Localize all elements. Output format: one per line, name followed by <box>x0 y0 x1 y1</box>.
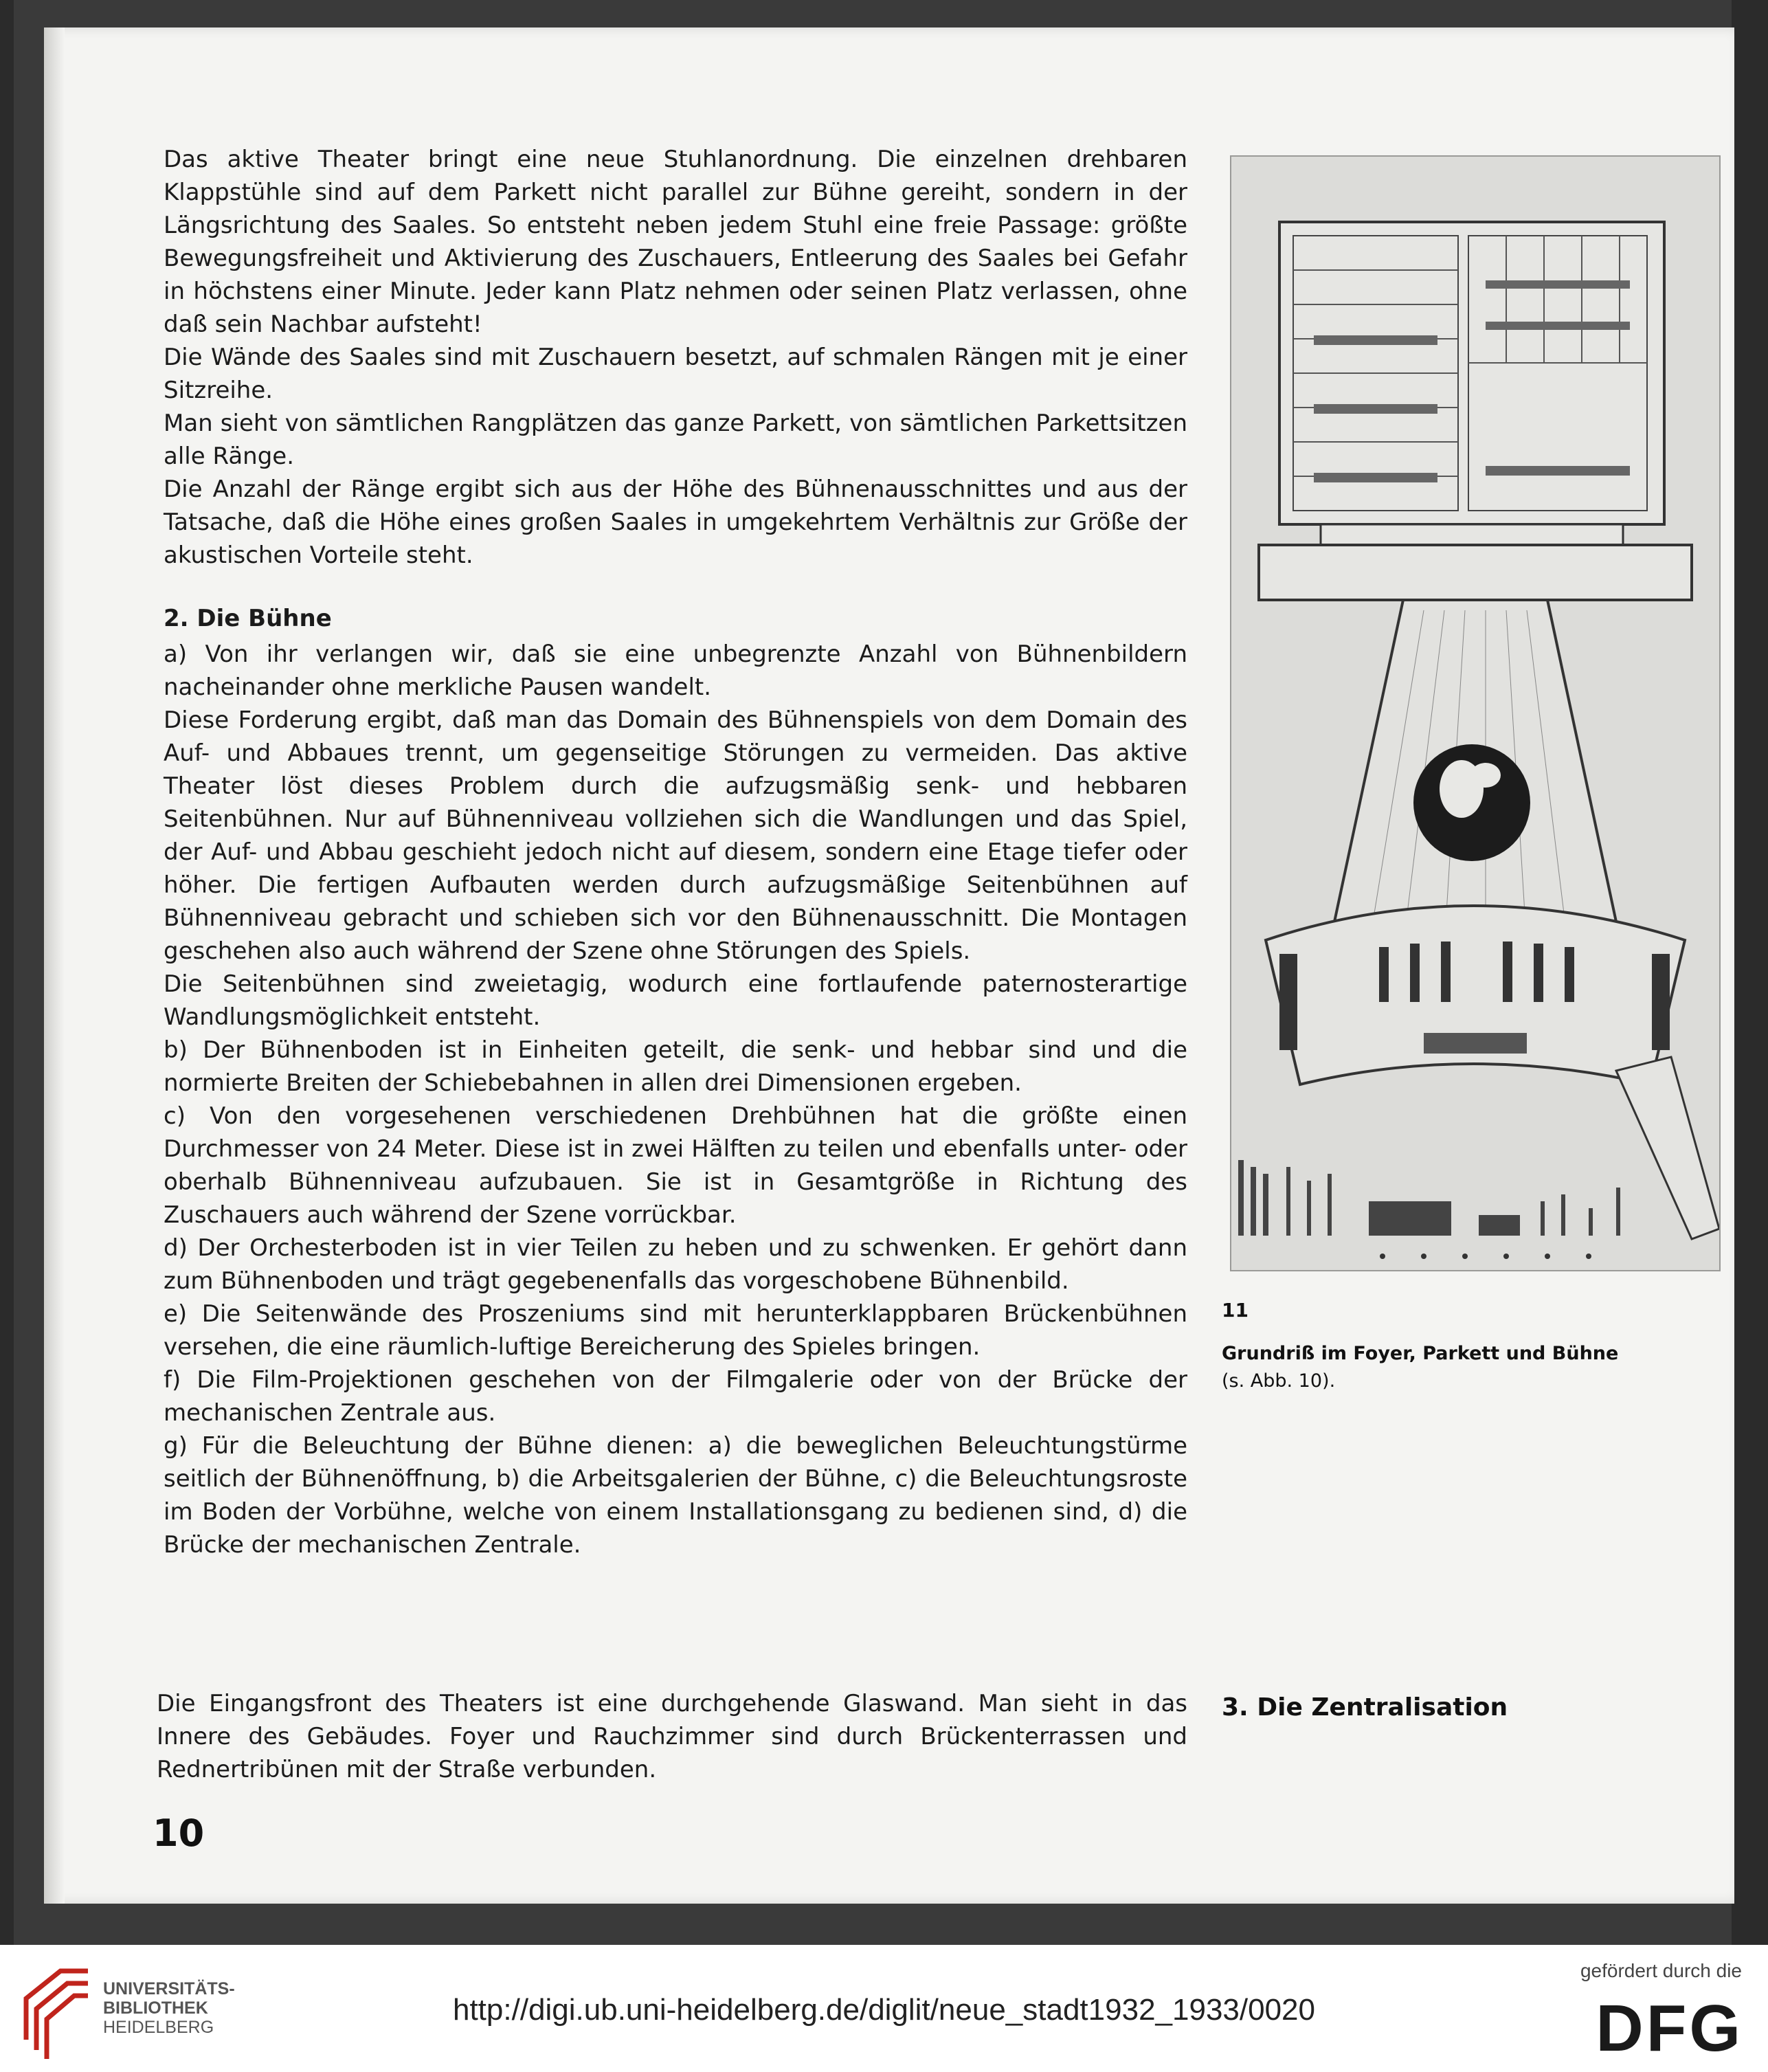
intro-text <box>164 143 1187 572</box>
funded-by-label: gefördert durch die <box>1580 1960 1742 1981</box>
intro-paragraph-3: Man sieht von sämtlichen Rangplätzen das ganze Parkett, von sämtlichen Parkettsitzen alle Ränge. <box>164 410 1187 470</box>
figure-caption <box>1222 1340 1703 1395</box>
figure-caption-title: Grundriß im Foyer, Parkett und Bühne <box>1222 1343 1619 1364</box>
stage-paragraph-e: e) Die Seitenwände des Proszeniums sind mit herunterklappbaren Brückenbühnen versehen, die eine räumlich-luftige Bereicherung des Spieles bringen. <box>164 1300 1187 1361</box>
figure-caption-reference: (s. Abb. 10). <box>1222 1370 1336 1392</box>
entrance-paragraph: Die Eingangsfront des Theaters ist eine durchgehende Glaswand. Man sieht in das Innere des Gebäudes. Foyer und Rauchzimmer sind durch Brückenterrassen und Rednertribünen mit der Straße verbunden. <box>157 1690 1187 1783</box>
floor-plan-figure <box>1230 155 1721 1271</box>
figure-number: 11 <box>1222 1299 1249 1322</box>
page-gutter-shadow <box>44 27 65 1904</box>
floor-plan-drawing <box>1231 157 1719 1270</box>
dfg-logo: DFG <box>1596 1992 1743 2065</box>
side-heading-centralisation: 3. Die Zentralisation <box>1222 1693 1508 1722</box>
page-number: 10 <box>153 1812 205 1855</box>
entrance-text <box>157 1687 1187 1786</box>
section-heading-stage: 2. Die Bühne <box>164 605 332 632</box>
library-name-line1: UNIVERSITÄTS- <box>103 1979 235 1998</box>
intro-paragraph-4: Die Anzahl der Ränge ergibt sich aus der Höhe des Bühnenausschnittes und aus der Tatsache, daß die Höhe eines großen Saales in umgekehrtem Verhältnis zur Größe der akustischen Vorteile steht. <box>164 476 1187 569</box>
stage-paragraph-b: b) Der Bühnenboden ist in Einheiten geteilt, die senk- und hebbar sind und die normierte Breiten der Schiebebahnen in allen drei Dimensionen ergeben. <box>164 1036 1187 1097</box>
library-name-line2: BIBLIOTHEK <box>103 1998 208 2018</box>
library-name-line3: HEIDELBERG <box>103 2018 214 2037</box>
stage-paragraph-demand: Diese Forderung ergibt, daß man das Domain des Bühnenspiels von dem Domain des Auf- und Abbaues trennt, um gegenseitige Störungen zu vermeiden. Das aktive Theater löst dieses Problem durch die aufzugsmäßig senk- und hebbaren Seitenbühnen. Nur auf Bühnenniveau vollziehen sich die Wandlungen und das Spiel, der Auf- und Abbau geschieht jedoch nicht auf diesem, sondern eine Etage tiefer oder höher. Die fertigen Aufbauten werden durch aufzugsmäßige Seitenbühnen auf Bühnenniveau gebracht und schieben sich vor den Bühnenausschnitt. Die Montagen geschehen also auch während der Szene ohne Störungen des Spiels. <box>164 706 1187 965</box>
stage-paragraph-d: d) Der Orchesterboden ist in vier Teilen zu heben und zu schwenken. Er gehört dann zum Bühnenboden und trägt gegebenenfalls das vorgeschobene Bühnenbild. <box>164 1234 1187 1295</box>
stage-paragraph-side-stages: Die Seitenbühnen sind zweietagig, wodurch eine fortlaufende paternosterartige Wandlungsmöglichkeit entsteht. <box>164 970 1187 1031</box>
stage-paragraph-a: a) Von ihr verlangen wir, daß sie eine unbegrenzte Anzahl von Bühnenbildern nacheinander ohne merkliche Pausen wandelt. <box>164 640 1187 701</box>
source-url-link[interactable]: http://digi.ub.uni-heidelberg.de/diglit/neue_stadt1932_1933/0020 <box>452 1993 1315 2027</box>
stage-paragraph-c: c) Von den vorgesehenen verschiedenen Drehbühnen hat die größte einen Durchmesser von 24 Meter. Diese ist in zwei Hälften zu teilen und ebenfalls unter- oder oberhalb Bühnenniveau aufzubauen. Sie ist in Gesamtgröße in Richtung des Zuschauers auch während der Szene vorrückbar. <box>164 1102 1187 1229</box>
intro-paragraph-1: Das aktive Theater bringt eine neue Stuhlanordnung. Die einzelnen drehbaren Klappstühle sind auf dem Parkett nicht parallel zur Bühne gereiht, sondern in der Längsrichtung des Saales. So entsteht neben jedem Stuhl eine freie Passage: größte Bewegungsfreiheit und Aktivierung des Zuschauers, Entleerung des Saales bei Gefahr in höchstens einer Minute. Jeder kann Platz nehmen oder seinen Platz verlassen, ohne daß sein Nachbar aufsteht! <box>164 146 1187 338</box>
stage-paragraph-g: g) Für die Beleuchtung der Bühne dienen: a) die beweglichen Beleuchtungstürme seitlich der Bühnenöffnung, b) die Arbeitsgalerien der Bühne, c) die Beleuchtungsroste im Boden der Vorbühne, welche von einem Installationsgang zu bedienen sind, d) die Brücke der mechanischen Zentrale. <box>164 1432 1187 1559</box>
stage-paragraph-f: f) Die Film-Projektionen geschehen von der Filmgalerie oder von der Brücke der mechanischen Zentrale aus. <box>164 1366 1187 1427</box>
digitization-footer <box>0 1945 1768 2072</box>
stage-text <box>164 638 1187 1561</box>
intro-paragraph-2: Die Wände des Saales sind mit Zuschauern besetzt, auf schmalen Rängen mit je einer Sitzreihe. <box>164 344 1187 404</box>
